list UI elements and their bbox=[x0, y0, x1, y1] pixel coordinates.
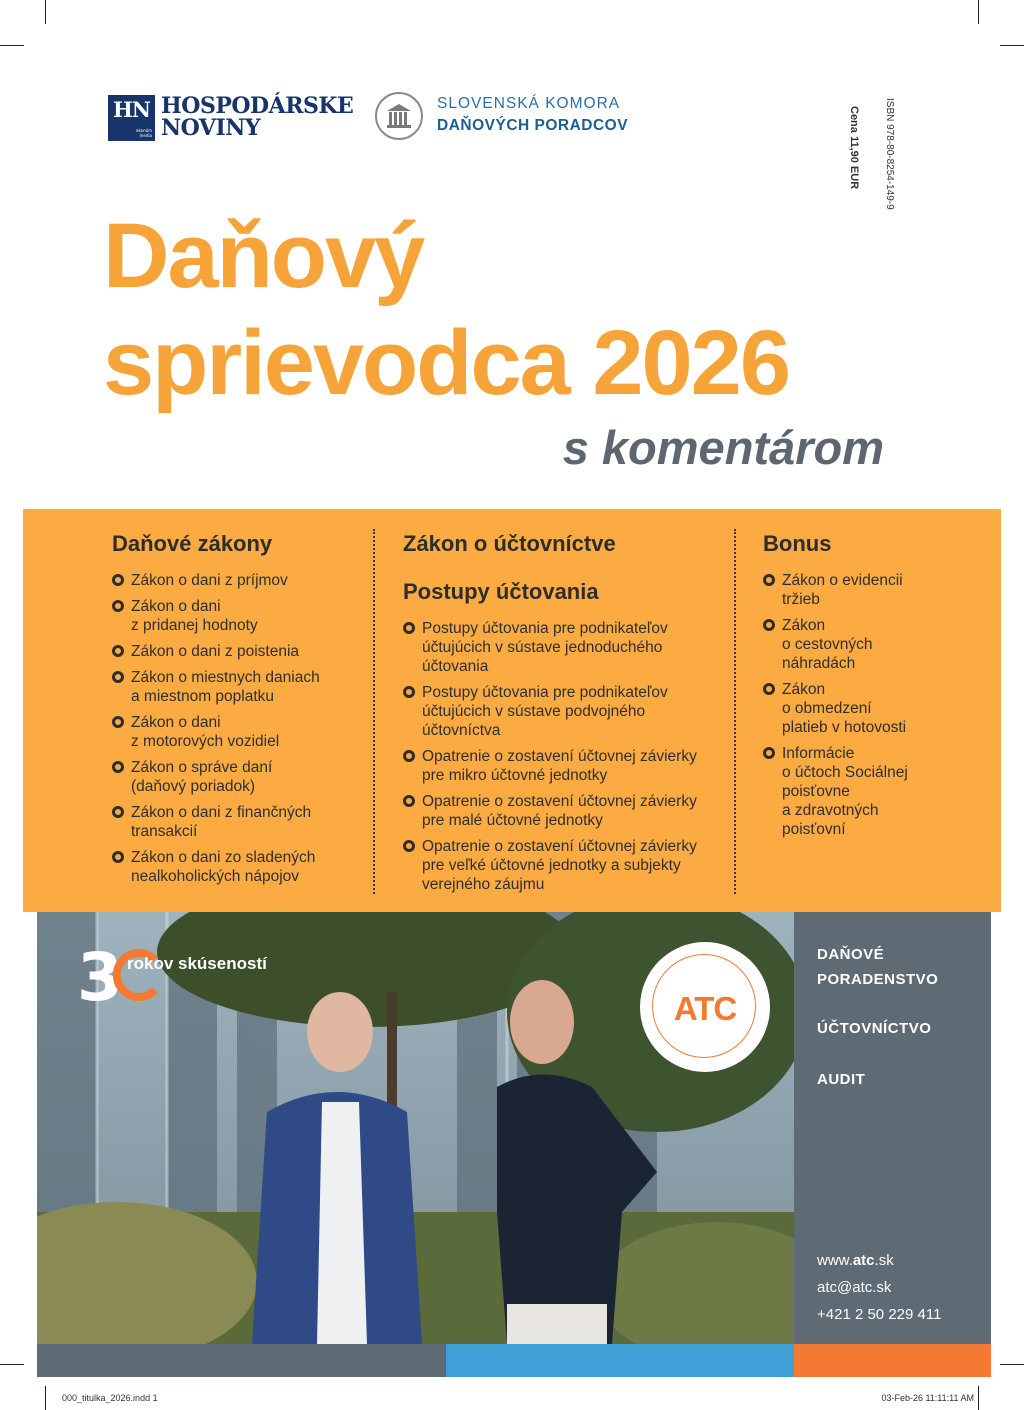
list-item-text: Zákon o dani zo sladených nealkoholických nápojov bbox=[131, 849, 316, 885]
crop-mark bbox=[0, 1364, 24, 1365]
hn-logo-letters: HN bbox=[112, 97, 151, 122]
footer-timestamp: 03-Feb-26 11:11:11 AM bbox=[881, 1393, 974, 1403]
bonus-list bbox=[763, 571, 963, 839]
color-bar-blue bbox=[446, 1344, 794, 1377]
bullet-icon bbox=[112, 806, 124, 818]
skdp-name-line1: SLOVENSKÁ KOMORA bbox=[437, 95, 621, 112]
bullet-icon bbox=[112, 600, 124, 612]
bullet-icon bbox=[112, 671, 124, 683]
website-link[interactable] bbox=[817, 1252, 894, 1269]
list-item bbox=[112, 758, 362, 796]
list-item-text: Postupy účtovania pre podnikateľov účtujúcich v sústave podvojného účtovníctva bbox=[422, 684, 668, 739]
svg-text:3: 3 bbox=[77, 939, 123, 1008]
list-item bbox=[403, 619, 723, 676]
column-divider bbox=[373, 529, 375, 894]
list-item-text: Postupy účtovania pre podnikateľov účtujúcich v sústave jednoduchého účtovania bbox=[422, 620, 668, 675]
website-prefix: www. bbox=[817, 1252, 853, 1269]
list-item-text: Zákon o miestnych daniach a miestnom poplatku bbox=[131, 669, 320, 705]
hn-logo-name-line1: HOSPODÁRSKE bbox=[161, 93, 354, 119]
isbn-text: ISBN 978-80-8254-149-9 bbox=[884, 98, 895, 210]
crop-mark bbox=[1000, 45, 1024, 46]
hn-logo-name bbox=[161, 95, 353, 139]
column-heading: Postupy účtovania bbox=[403, 579, 599, 604]
subtitle: s komentárom bbox=[562, 421, 884, 474]
crop-mark bbox=[45, 0, 46, 24]
bullet-icon bbox=[112, 851, 124, 863]
service-accounting: ÚČTOVNÍCTVO bbox=[817, 1020, 932, 1037]
list-item bbox=[112, 597, 362, 635]
bullet-icon bbox=[763, 683, 775, 695]
crop-mark bbox=[1000, 1364, 1024, 1365]
list-item-text: Zákon o cestovných náhradách bbox=[782, 617, 873, 672]
list-item bbox=[112, 713, 362, 751]
contents-column-bonus bbox=[763, 531, 963, 846]
list-item bbox=[403, 683, 723, 740]
bullet-icon bbox=[403, 750, 415, 762]
bullet-icon bbox=[112, 645, 124, 657]
list-item bbox=[403, 837, 723, 894]
list-item bbox=[763, 744, 963, 839]
list-item bbox=[763, 616, 963, 673]
bullet-icon bbox=[112, 761, 124, 773]
column-heading: Daňové zákony bbox=[112, 531, 273, 556]
bullet-icon bbox=[763, 574, 775, 586]
services-sidebar bbox=[794, 912, 991, 1344]
bullet-icon bbox=[403, 840, 415, 852]
list-item bbox=[403, 792, 723, 830]
email-link[interactable]: atc@atc.sk bbox=[817, 1279, 892, 1296]
service-tax-advisory: DAŇOVÉ PORADENSTVO bbox=[817, 946, 939, 988]
bullet-icon bbox=[112, 716, 124, 728]
bullet-icon bbox=[112, 574, 124, 586]
bullet-icon bbox=[403, 622, 415, 634]
procedure-list bbox=[403, 619, 723, 894]
list-item-text: Zákon o dani z pridanej hodnoty bbox=[131, 598, 258, 634]
phone-number: +421 2 50 229 411 bbox=[817, 1306, 942, 1323]
years-label: rokov skúseností bbox=[127, 954, 267, 973]
list-item bbox=[403, 747, 723, 785]
atc-seal-logo bbox=[640, 942, 770, 1072]
contents-column-accounting bbox=[403, 531, 723, 901]
service-audit: AUDIT bbox=[817, 1071, 866, 1088]
column-divider bbox=[734, 529, 736, 894]
list-item bbox=[763, 571, 963, 609]
list-item bbox=[112, 803, 362, 841]
color-bar-gray bbox=[37, 1344, 446, 1377]
law-list bbox=[112, 571, 362, 886]
list-item-text: Zákon o dani z poistenia bbox=[131, 643, 300, 660]
crop-mark bbox=[978, 1386, 979, 1410]
list-item bbox=[112, 642, 362, 661]
footer-file-name: 000_titulka_2026.indd 1 bbox=[62, 1393, 158, 1403]
list-item-text: Zákon o dani z motorových vozidiel bbox=[131, 714, 280, 750]
hn-logo-name-line2: NOVINY bbox=[161, 115, 261, 141]
list-item bbox=[112, 848, 362, 886]
list-item-text: Informácie o účtoch Sociálnej poisťovne a zdravotných poisťovní bbox=[782, 745, 908, 838]
bullet-icon bbox=[403, 686, 415, 698]
list-item-text: Opatrenie o zostavení účtovnej závierky pre veľké účtovné jednotky a subjekty verejného záujmu bbox=[422, 838, 697, 893]
title-line1: Daňový bbox=[103, 205, 424, 307]
column-heading: Bonus bbox=[763, 531, 832, 556]
list-item-text: Opatrenie o zostavení účtovnej závierky pre malé účtovné jednotky bbox=[422, 793, 697, 829]
list-item bbox=[112, 668, 362, 706]
list-item-text: Zákon o dani z finančných transakcií bbox=[131, 804, 312, 840]
title-line2: sprievodca 2026 bbox=[103, 312, 790, 414]
column-heading: Zákon o účtovníctve bbox=[403, 531, 616, 556]
price-text: Cena 11,90 EUR bbox=[848, 106, 860, 190]
crop-mark bbox=[45, 1386, 46, 1410]
skdp-name-line2: DAŇOVÝCH PORADCOV bbox=[437, 117, 629, 134]
bullet-icon bbox=[403, 795, 415, 807]
crop-mark bbox=[0, 45, 24, 46]
contents-column-tax-laws bbox=[112, 531, 362, 893]
bullet-icon bbox=[763, 619, 775, 631]
hn-logo-mark bbox=[108, 95, 155, 141]
hn-logo-publisher: ekonóm media bbox=[136, 128, 152, 138]
bullet-icon bbox=[763, 747, 775, 759]
skdp-emblem-icon bbox=[375, 92, 423, 140]
list-item bbox=[112, 571, 362, 590]
advertisement-photo bbox=[37, 912, 794, 1344]
crop-mark bbox=[978, 0, 979, 24]
contents-band bbox=[23, 509, 1001, 912]
list-item-text: Opatrenie o zostavení účtovnej závierky pre mikro účtovné jednotky bbox=[422, 748, 697, 784]
list-item-text: Zákon o správe daní (daňový poriadok) bbox=[131, 759, 273, 795]
website-domain: atc bbox=[852, 1252, 875, 1269]
website-suffix: .sk bbox=[874, 1252, 894, 1269]
atc-logo-text: ATC bbox=[673, 990, 737, 1027]
list-item-text: Zákon o dani z príjmov bbox=[131, 572, 288, 589]
color-bar-orange bbox=[794, 1344, 991, 1377]
list-item bbox=[763, 680, 963, 737]
list-item-text: Zákon o obmedzení platieb v hotovosti bbox=[782, 681, 907, 736]
list-item-text: Zákon o evidencii tržieb bbox=[782, 572, 903, 608]
